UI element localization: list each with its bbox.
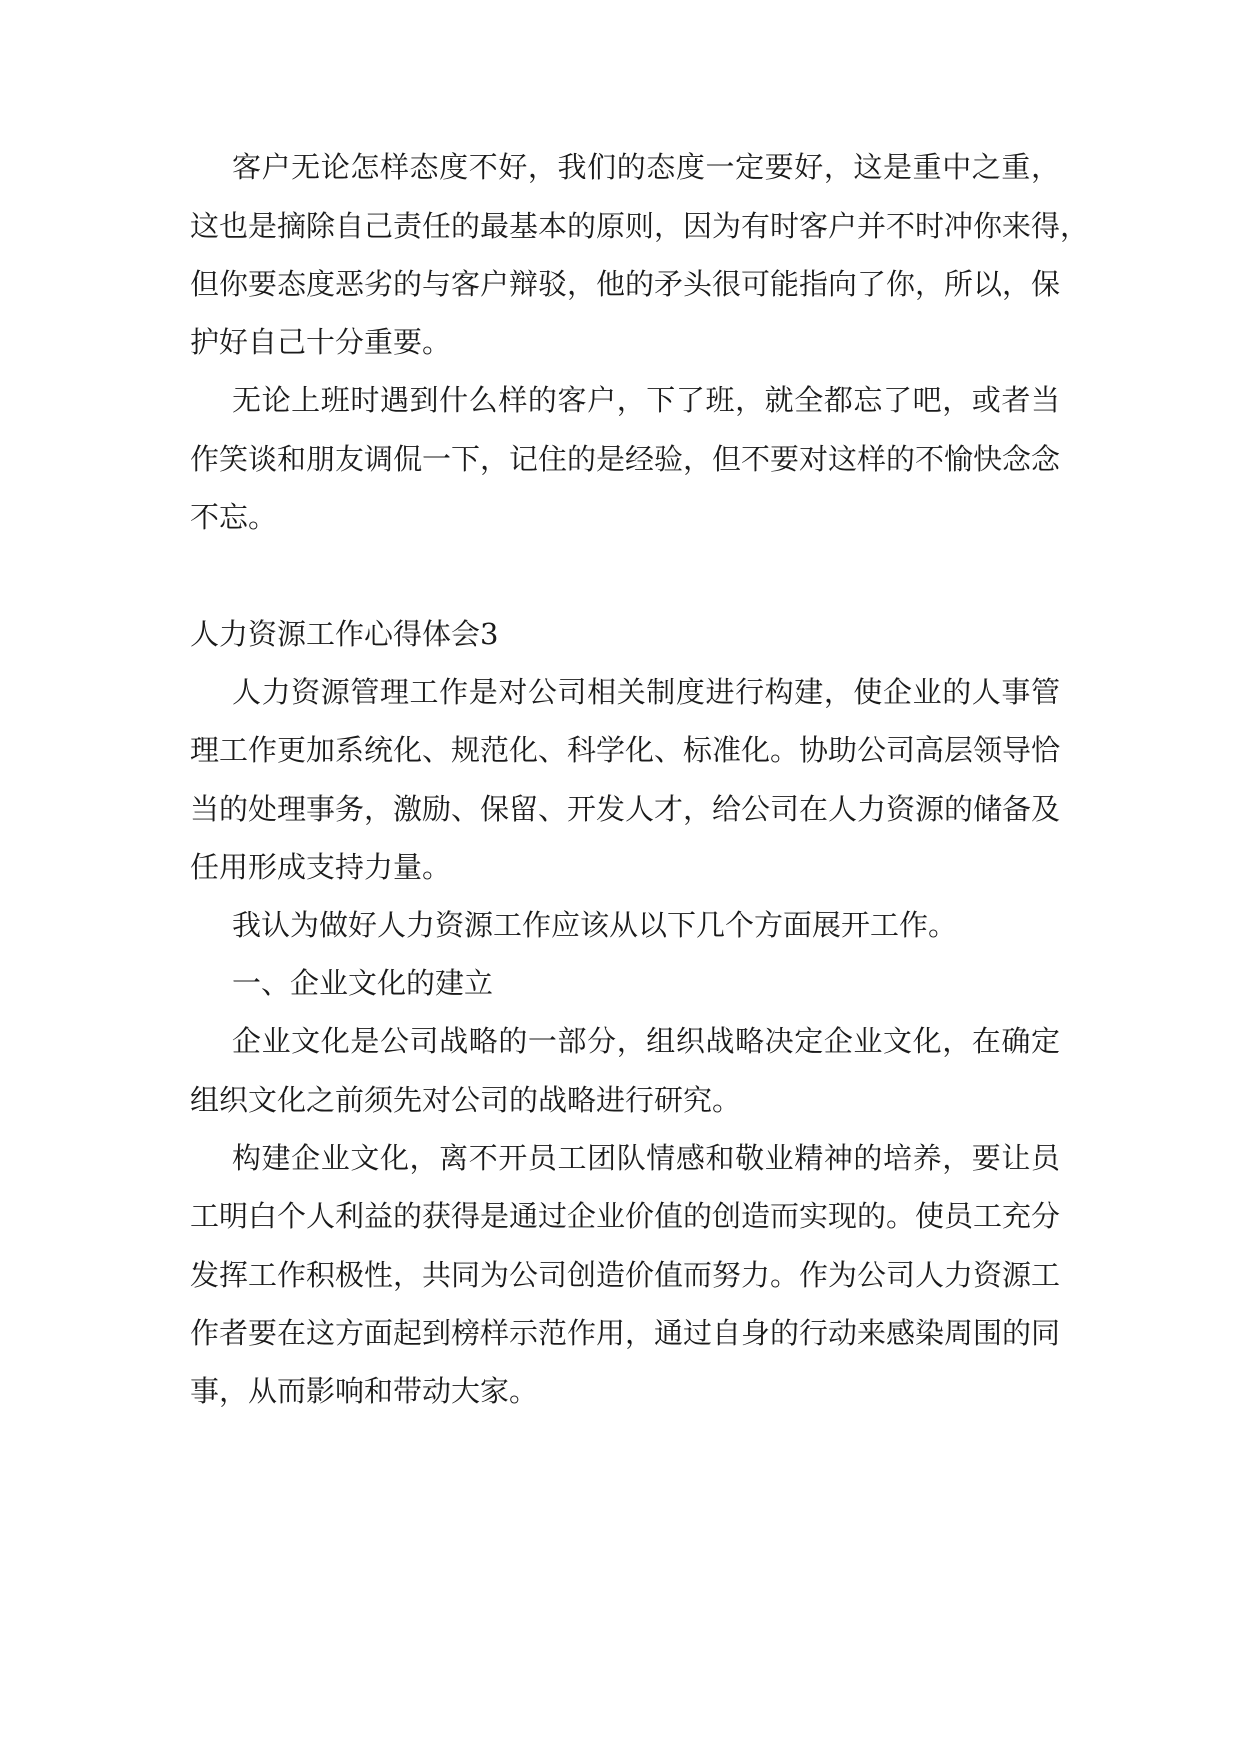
- paragraph-2-line-1: 无论上班时遇到什么样的客户，下了班，就全都忘了吧，或者当: [232, 383, 1060, 417]
- paragraph-3-line-1: 人力资源管理工作是对公司相关制度进行构建，使企业的人事管: [232, 675, 1060, 709]
- paragraph-2-line-2: 作笑谈和朋友调侃一下，记住的是经验，但不要对这样的不愉快念念: [190, 442, 1061, 476]
- section-heading: 人力资源工作心得体会3: [190, 617, 499, 651]
- paragraph-6-line-5: 事，从而影响和带动大家。: [190, 1374, 539, 1408]
- paragraph-5-line-1: 企业文化是公司战略的一部分，组织战略决定企业文化，在确定: [232, 1024, 1060, 1058]
- paragraph-1-line-2: 这也是摘除自己责任的最基本的原则，因为有时客户并不时冲你来得，: [190, 209, 1090, 243]
- paragraph-1-line-3: 但你要态度恶劣的与客户辩驳，他的矛头很可能指向了你，所以，保: [190, 267, 1061, 301]
- paragraph-2-line-3: 不忘。: [190, 500, 278, 534]
- paragraph-6-line-2: 工明白个人利益的获得是通过企业价值的创造而实现的。使员工充分: [190, 1199, 1061, 1233]
- paragraph-3-line-4: 任用形成支持力量。: [190, 850, 452, 884]
- paragraph-5-line-2: 组织文化之前须先对公司的战略进行研究。: [190, 1083, 742, 1117]
- paragraph-4-line-1: 我认为做好人力资源工作应该从以下几个方面展开工作。: [232, 908, 958, 942]
- paragraph-1-line-4: 护好自己十分重要。: [190, 325, 452, 359]
- paragraph-6-line-3: 发挥工作积极性，共同为公司创造价值而努力。作为公司人力资源工: [190, 1258, 1061, 1292]
- paragraph-3-line-2: 理工作更加系统化、规范化、科学化、标准化。协助公司高层领导恰: [190, 733, 1061, 767]
- paragraph-3-line-3: 当的处理事务，激励、保留、开发人才，给公司在人力资源的储备及: [190, 792, 1061, 826]
- paragraph-6-line-1: 构建企业文化，离不开员工团队情感和敬业精神的培养，要让员: [232, 1141, 1060, 1175]
- paragraph-1-line-1: 客户无论怎样态度不好，我们的态度一定要好，这是重中之重，: [232, 150, 1060, 184]
- subheading-1: 一、企业文化的建立: [232, 966, 494, 1000]
- paragraph-6-line-4: 作者要在这方面起到榜样示范作用，通过自身的行动来感染周围的同: [190, 1316, 1061, 1350]
